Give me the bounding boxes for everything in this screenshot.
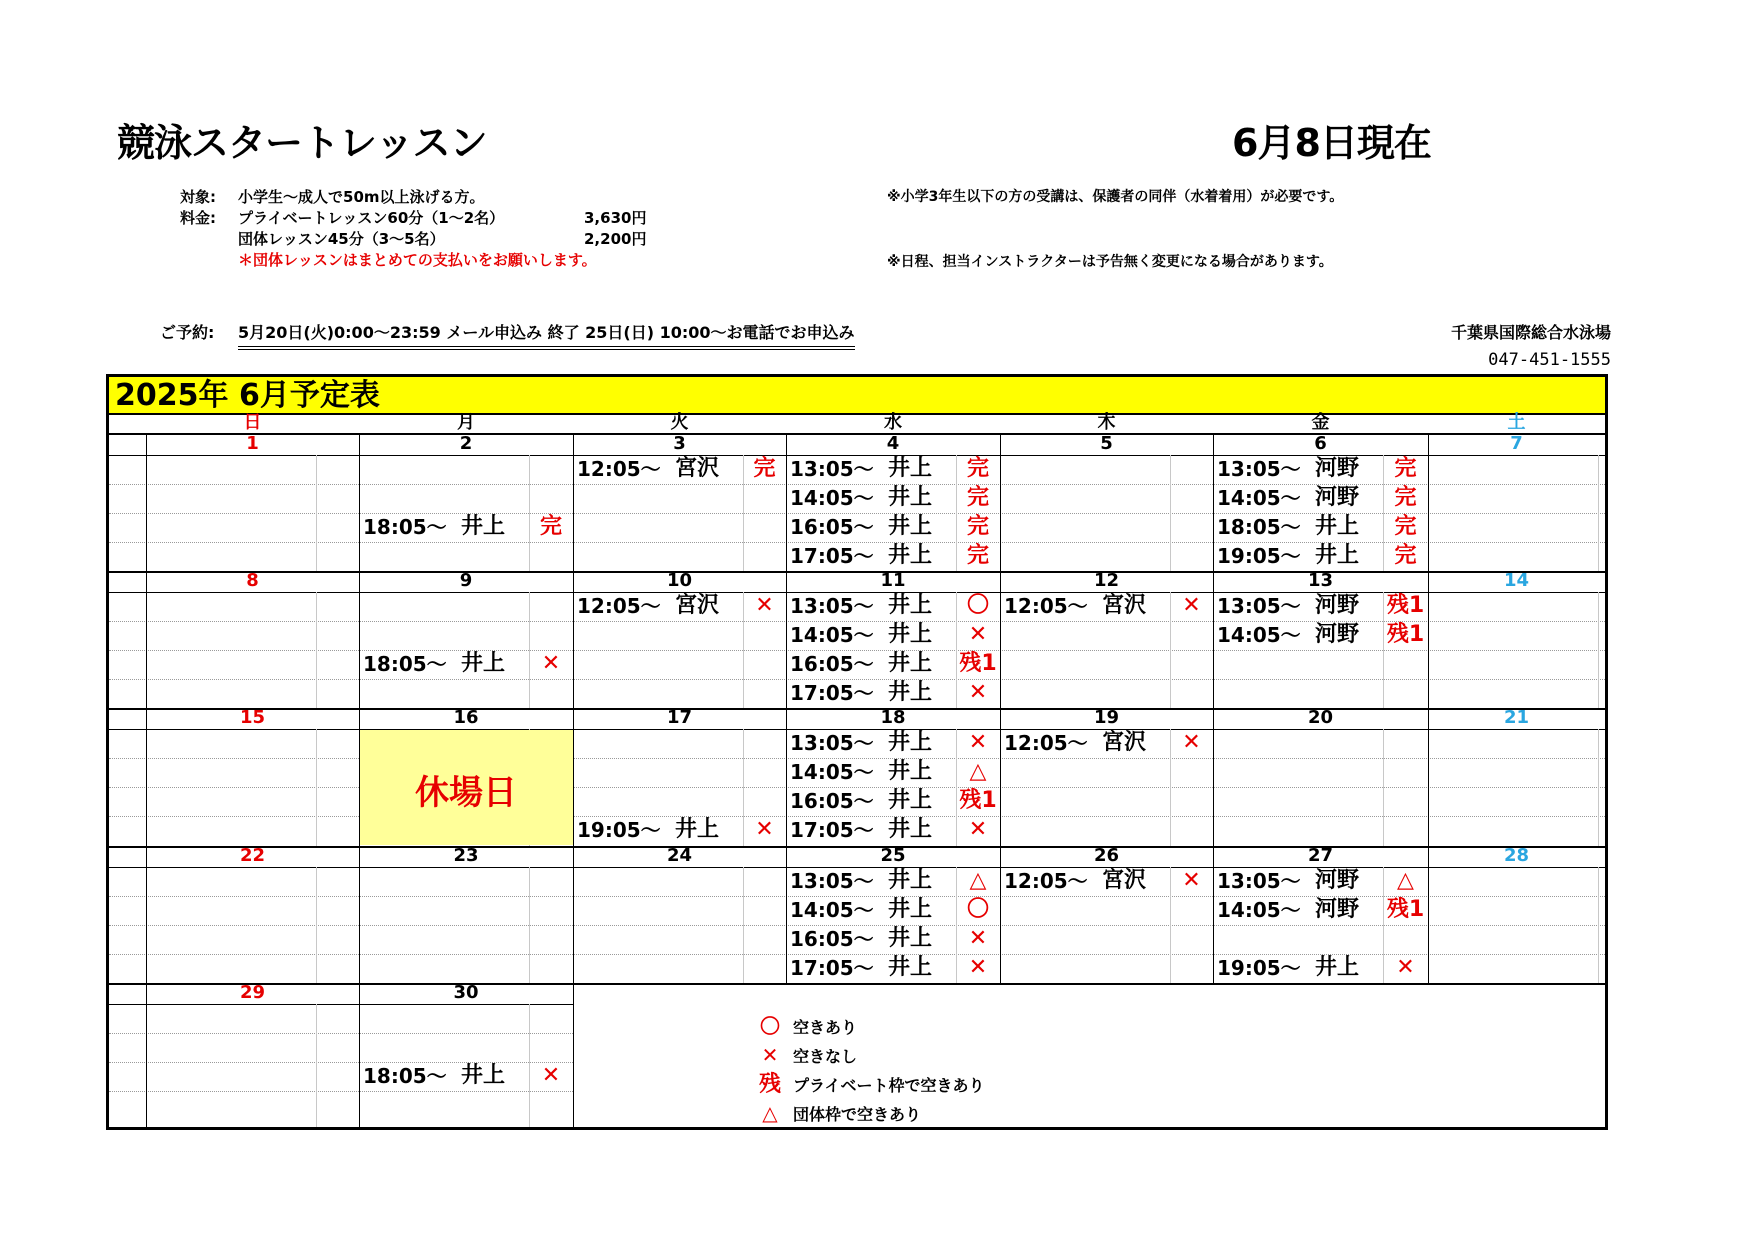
weekday-label: 火 bbox=[670, 412, 689, 433]
day-number: 25 bbox=[880, 845, 906, 866]
lesson-time: 14:05～ bbox=[1217, 623, 1301, 647]
availability-mark: 完 bbox=[1394, 514, 1417, 539]
page-title: 競泳スタートレッスン bbox=[117, 121, 487, 165]
column-line bbox=[1428, 434, 1429, 571]
availability-mark: ✕ bbox=[541, 1063, 561, 1088]
weekday-label: 土 bbox=[1507, 412, 1526, 433]
day-number: 1 bbox=[246, 433, 259, 454]
target-text: 小学生～成人で50m以上泳げる方。 bbox=[238, 188, 485, 206]
instructor-name: 河野 bbox=[1315, 593, 1360, 618]
legend-label: 空きあり bbox=[793, 1018, 858, 1037]
availability-mark: ✕ bbox=[1396, 955, 1415, 980]
day-number: 12 bbox=[1093, 570, 1120, 591]
lesson-time: 13:05～ bbox=[1217, 869, 1301, 893]
instructor-name: 宮沢 bbox=[675, 593, 720, 618]
day-number: 23 bbox=[453, 845, 479, 866]
lesson-time: 16:05～ bbox=[790, 515, 874, 539]
private-lesson-price: 3,630円 bbox=[584, 209, 647, 227]
instructor-name: 井上 bbox=[675, 817, 720, 842]
mark-column-line bbox=[1383, 729, 1384, 846]
column-line bbox=[573, 846, 574, 983]
availability-mark: 完 bbox=[539, 514, 562, 539]
day-number: 3 bbox=[673, 433, 686, 454]
lesson-time: 12:05～ bbox=[577, 457, 661, 481]
column-line bbox=[146, 708, 147, 846]
instructor-name: 井上 bbox=[1315, 514, 1360, 539]
lesson-time: 14:05～ bbox=[1217, 898, 1301, 922]
day-number: 15 bbox=[239, 707, 266, 728]
column-line bbox=[359, 434, 360, 571]
weekday-label: 月 bbox=[457, 412, 475, 433]
day-number: 11 bbox=[880, 570, 906, 591]
legend-label: プライベート枠で空きあり bbox=[793, 1076, 985, 1095]
column-line bbox=[146, 983, 147, 1127]
availability-mark: △ bbox=[969, 868, 987, 893]
mark-column-line bbox=[1170, 455, 1171, 571]
mark-column-line bbox=[316, 729, 317, 846]
availability-mark: 完 bbox=[1394, 543, 1417, 568]
lesson-time: 14:05～ bbox=[790, 623, 874, 647]
availability-mark: ✕ bbox=[1182, 868, 1201, 893]
availability-mark: 完 bbox=[966, 514, 989, 539]
mark-column-line bbox=[316, 592, 317, 708]
day-number: 17 bbox=[666, 707, 693, 728]
instructor-name: 井上 bbox=[1315, 543, 1360, 568]
column-line bbox=[146, 571, 147, 708]
lesson-time: 19:05～ bbox=[1217, 956, 1301, 980]
lesson-time: 16:05～ bbox=[790, 927, 874, 951]
column-line bbox=[786, 846, 787, 983]
instructor-name: 井上 bbox=[888, 593, 933, 618]
day-number: 8 bbox=[246, 570, 259, 591]
instructor-name: 宮沢 bbox=[1102, 593, 1147, 618]
availability-mark: 残1 bbox=[1386, 593, 1425, 618]
availability-mark: 完 bbox=[966, 543, 989, 568]
availability-mark: ✕ bbox=[541, 651, 561, 676]
column-line bbox=[1428, 571, 1429, 708]
lesson-time: 12:05～ bbox=[1004, 594, 1088, 618]
availability-mark: 完 bbox=[1394, 485, 1417, 510]
lesson-time: 13:05～ bbox=[1217, 457, 1301, 481]
legend-item bbox=[755, 1041, 985, 1070]
day-number: 9 bbox=[459, 570, 473, 591]
mark-column-line bbox=[316, 867, 317, 983]
legend-symbol: ✕ bbox=[761, 1043, 779, 1067]
instructor-name: 宮沢 bbox=[1102, 730, 1147, 755]
instructor-name: 河野 bbox=[1315, 456, 1360, 481]
day-number-line bbox=[109, 1004, 573, 1005]
day-number: 20 bbox=[1307, 707, 1334, 728]
column-line bbox=[146, 846, 147, 983]
lesson-time: 14:05～ bbox=[1217, 486, 1301, 510]
instructor-name: 井上 bbox=[888, 485, 933, 510]
facility-name: 千葉県国際総合水泳場 bbox=[1450, 323, 1611, 342]
lesson-time: 13:05～ bbox=[790, 594, 874, 618]
day-number: 24 bbox=[666, 845, 693, 866]
day-number: 29 bbox=[239, 982, 266, 1003]
lesson-time: 17:05～ bbox=[790, 544, 874, 568]
legend-symbol: 〇 bbox=[760, 1014, 780, 1038]
instructor-name: 井上 bbox=[888, 730, 933, 755]
schedule-change-note: ※日程、担当インストラクターは予告無く変更になる場合があります。 bbox=[887, 254, 1333, 270]
lesson-time: 12:05～ bbox=[1004, 731, 1088, 755]
instructor-name: 井上 bbox=[461, 651, 506, 676]
day-number: 4 bbox=[886, 433, 900, 454]
column-line bbox=[573, 983, 574, 1127]
weekday-label: 金 bbox=[1311, 412, 1330, 433]
slot-divider bbox=[109, 1091, 573, 1092]
column-line bbox=[1000, 571, 1001, 708]
instructor-name: 井上 bbox=[888, 622, 933, 647]
availability-mark: 完 bbox=[753, 456, 776, 481]
mark-column-line bbox=[316, 1004, 317, 1127]
availability-mark: 残1 bbox=[1386, 897, 1425, 922]
instructor-name: 井上 bbox=[888, 955, 933, 980]
availability-mark: 完 bbox=[1394, 456, 1417, 481]
mark-column-line bbox=[316, 455, 317, 571]
instructor-name: 井上 bbox=[1315, 955, 1360, 980]
group-lesson-price: 2,200円 bbox=[584, 230, 647, 248]
lesson-time: 19:05～ bbox=[577, 818, 661, 842]
instructor-name: 井上 bbox=[888, 514, 933, 539]
month-title: 2025年 6月予定表 bbox=[115, 378, 380, 413]
day-number: 22 bbox=[239, 845, 266, 866]
legend-item bbox=[755, 1099, 985, 1128]
lesson-time: 19:05～ bbox=[1217, 544, 1301, 568]
lesson-time: 17:05～ bbox=[790, 956, 874, 980]
target-label: 対象: bbox=[180, 188, 216, 206]
availability-mark: ✕ bbox=[968, 622, 988, 647]
availability-mark: 完 bbox=[966, 485, 989, 510]
day-number: 30 bbox=[453, 982, 479, 1003]
availability-mark: 残1 bbox=[1386, 622, 1425, 647]
fee-label: 料金: bbox=[180, 209, 216, 227]
lesson-time: 16:05～ bbox=[790, 652, 874, 676]
mark-column-line bbox=[743, 867, 744, 983]
guardian-note: ※小学3年生以下の方の受講は、保護者の同伴（水着着用）が必要です。 bbox=[887, 189, 1344, 205]
instructor-name: 河野 bbox=[1315, 897, 1360, 922]
instructor-name: 井上 bbox=[888, 897, 933, 922]
mark-column-line bbox=[1598, 455, 1599, 571]
facility-phone: 047-451-1555 bbox=[1488, 350, 1611, 370]
column-line bbox=[573, 571, 574, 708]
column-line bbox=[786, 708, 787, 846]
availability-mark: ✕ bbox=[968, 680, 988, 705]
lesson-time: 12:05～ bbox=[577, 594, 661, 618]
availability-mark: 〇 bbox=[966, 897, 989, 922]
instructor-name: 井上 bbox=[888, 456, 933, 481]
column-line bbox=[1000, 708, 1001, 846]
mark-column-line bbox=[529, 867, 530, 983]
weekday-label: 木 bbox=[1097, 412, 1116, 433]
legend-item bbox=[755, 1012, 985, 1041]
availability-mark: ✕ bbox=[755, 817, 774, 842]
group-lesson-fee: 団体レッスン45分（3～5名） bbox=[238, 230, 445, 248]
lesson-time: 14:05～ bbox=[790, 486, 874, 510]
instructor-name: 井上 bbox=[888, 817, 933, 842]
instructor-name: 井上 bbox=[888, 868, 933, 893]
availability-mark: ✕ bbox=[755, 593, 774, 618]
legend-label: 団体枠で空きあり bbox=[793, 1105, 922, 1124]
lesson-time: 13:05～ bbox=[1217, 594, 1301, 618]
instructor-name: 井上 bbox=[888, 926, 933, 951]
column-line bbox=[786, 571, 787, 708]
column-line bbox=[1213, 571, 1214, 708]
instructor-name: 井上 bbox=[888, 543, 933, 568]
weekday-label: 日 bbox=[243, 412, 262, 433]
availability-mark: ✕ bbox=[968, 817, 988, 842]
legend-item bbox=[755, 1070, 985, 1099]
instructor-name: 井上 bbox=[888, 680, 933, 705]
instructor-name: 河野 bbox=[1315, 868, 1360, 893]
instructor-name: 井上 bbox=[461, 1063, 506, 1088]
lesson-time: 18:05～ bbox=[1217, 515, 1301, 539]
lesson-time: 16:05～ bbox=[790, 789, 874, 813]
column-line bbox=[146, 434, 147, 571]
as-of-date: 6月8日現在 bbox=[1232, 121, 1431, 165]
availability-mark: ✕ bbox=[968, 730, 988, 755]
availability-mark: 完 bbox=[966, 456, 989, 481]
mark-column-line bbox=[1598, 592, 1599, 708]
day-number: 10 bbox=[666, 570, 693, 591]
availability-mark: ✕ bbox=[1182, 593, 1201, 618]
day-number: 16 bbox=[453, 707, 479, 728]
instructor-name: 宮沢 bbox=[675, 456, 720, 481]
instructor-name: 井上 bbox=[888, 759, 933, 784]
legend-label: 空きなし bbox=[793, 1047, 858, 1066]
day-number: 19 bbox=[1093, 707, 1120, 728]
column-line bbox=[359, 983, 360, 1127]
column-line bbox=[786, 434, 787, 571]
column-line bbox=[1000, 434, 1001, 571]
legend-symbol: 残 bbox=[758, 1072, 781, 1097]
column-line bbox=[359, 571, 360, 708]
instructor-name: 井上 bbox=[888, 651, 933, 676]
lesson-time: 13:05～ bbox=[790, 457, 874, 481]
closed-day-label: 休場日 bbox=[415, 773, 517, 813]
availability-mark: ✕ bbox=[968, 926, 988, 951]
day-number: 21 bbox=[1503, 707, 1530, 728]
column-line bbox=[1428, 708, 1429, 846]
lesson-time: 13:05～ bbox=[790, 869, 874, 893]
instructor-name: 井上 bbox=[888, 788, 933, 813]
slot-divider bbox=[109, 1033, 573, 1034]
instructor-name: 井上 bbox=[461, 514, 506, 539]
mark-column-line bbox=[1598, 729, 1599, 846]
column-line bbox=[1000, 846, 1001, 983]
private-lesson-fee: プライベートレッスン60分（1～2名） bbox=[238, 209, 505, 227]
lesson-time: 14:05～ bbox=[790, 898, 874, 922]
day-number: 18 bbox=[880, 707, 906, 728]
instructor-name: 宮沢 bbox=[1102, 868, 1147, 893]
column-line bbox=[573, 708, 574, 846]
availability-mark: 〇 bbox=[966, 593, 989, 618]
lesson-time: 18:05～ bbox=[363, 652, 447, 676]
group-payment-note: ＊団体レッスンはまとめての支払いをお願いします。 bbox=[238, 251, 597, 269]
lesson-time: 17:05～ bbox=[790, 818, 874, 842]
column-line bbox=[573, 434, 574, 571]
availability-mark: 残1 bbox=[959, 788, 997, 813]
lesson-time: 18:05～ bbox=[363, 1064, 447, 1088]
day-number: 5 bbox=[1100, 433, 1113, 454]
day-number: 27 bbox=[1307, 845, 1334, 866]
day-number: 13 bbox=[1307, 570, 1334, 591]
availability-mark: △ bbox=[969, 759, 987, 784]
lesson-time: 12:05～ bbox=[1004, 869, 1088, 893]
day-number: 2 bbox=[459, 433, 473, 454]
column-line bbox=[1213, 846, 1214, 983]
lesson-time: 13:05～ bbox=[790, 731, 874, 755]
availability-mark: ✕ bbox=[968, 955, 988, 980]
lesson-time: 14:05～ bbox=[790, 760, 874, 784]
reservation-text: 5月20日(火)0:00～23:59 メール申込み 終了 25日(日) 10:00～お電話でお申込み bbox=[238, 320, 855, 350]
day-number: 14 bbox=[1503, 570, 1530, 591]
availability-mark: △ bbox=[1397, 868, 1414, 893]
column-line bbox=[1213, 434, 1214, 571]
month-title-bar bbox=[109, 377, 1605, 415]
instructor-name: 河野 bbox=[1315, 485, 1360, 510]
legend bbox=[755, 1012, 985, 1128]
reservation-label: ご予約: bbox=[160, 323, 215, 342]
day-number: 26 bbox=[1093, 845, 1120, 866]
mark-column-line bbox=[1598, 867, 1599, 983]
day-number: 6 bbox=[1314, 433, 1327, 454]
availability-mark: ✕ bbox=[1182, 730, 1201, 755]
instructor-name: 河野 bbox=[1315, 622, 1360, 647]
column-line bbox=[1428, 846, 1429, 983]
day-number: 7 bbox=[1510, 433, 1523, 454]
legend-symbol: △ bbox=[762, 1101, 778, 1125]
day-number: 28 bbox=[1503, 845, 1530, 866]
lesson-time: 18:05～ bbox=[363, 515, 447, 539]
weekday-label: 水 bbox=[884, 412, 902, 433]
column-line bbox=[1213, 708, 1214, 846]
lesson-time: 17:05～ bbox=[790, 681, 874, 705]
column-line bbox=[359, 846, 360, 983]
availability-mark: 残1 bbox=[959, 651, 997, 676]
